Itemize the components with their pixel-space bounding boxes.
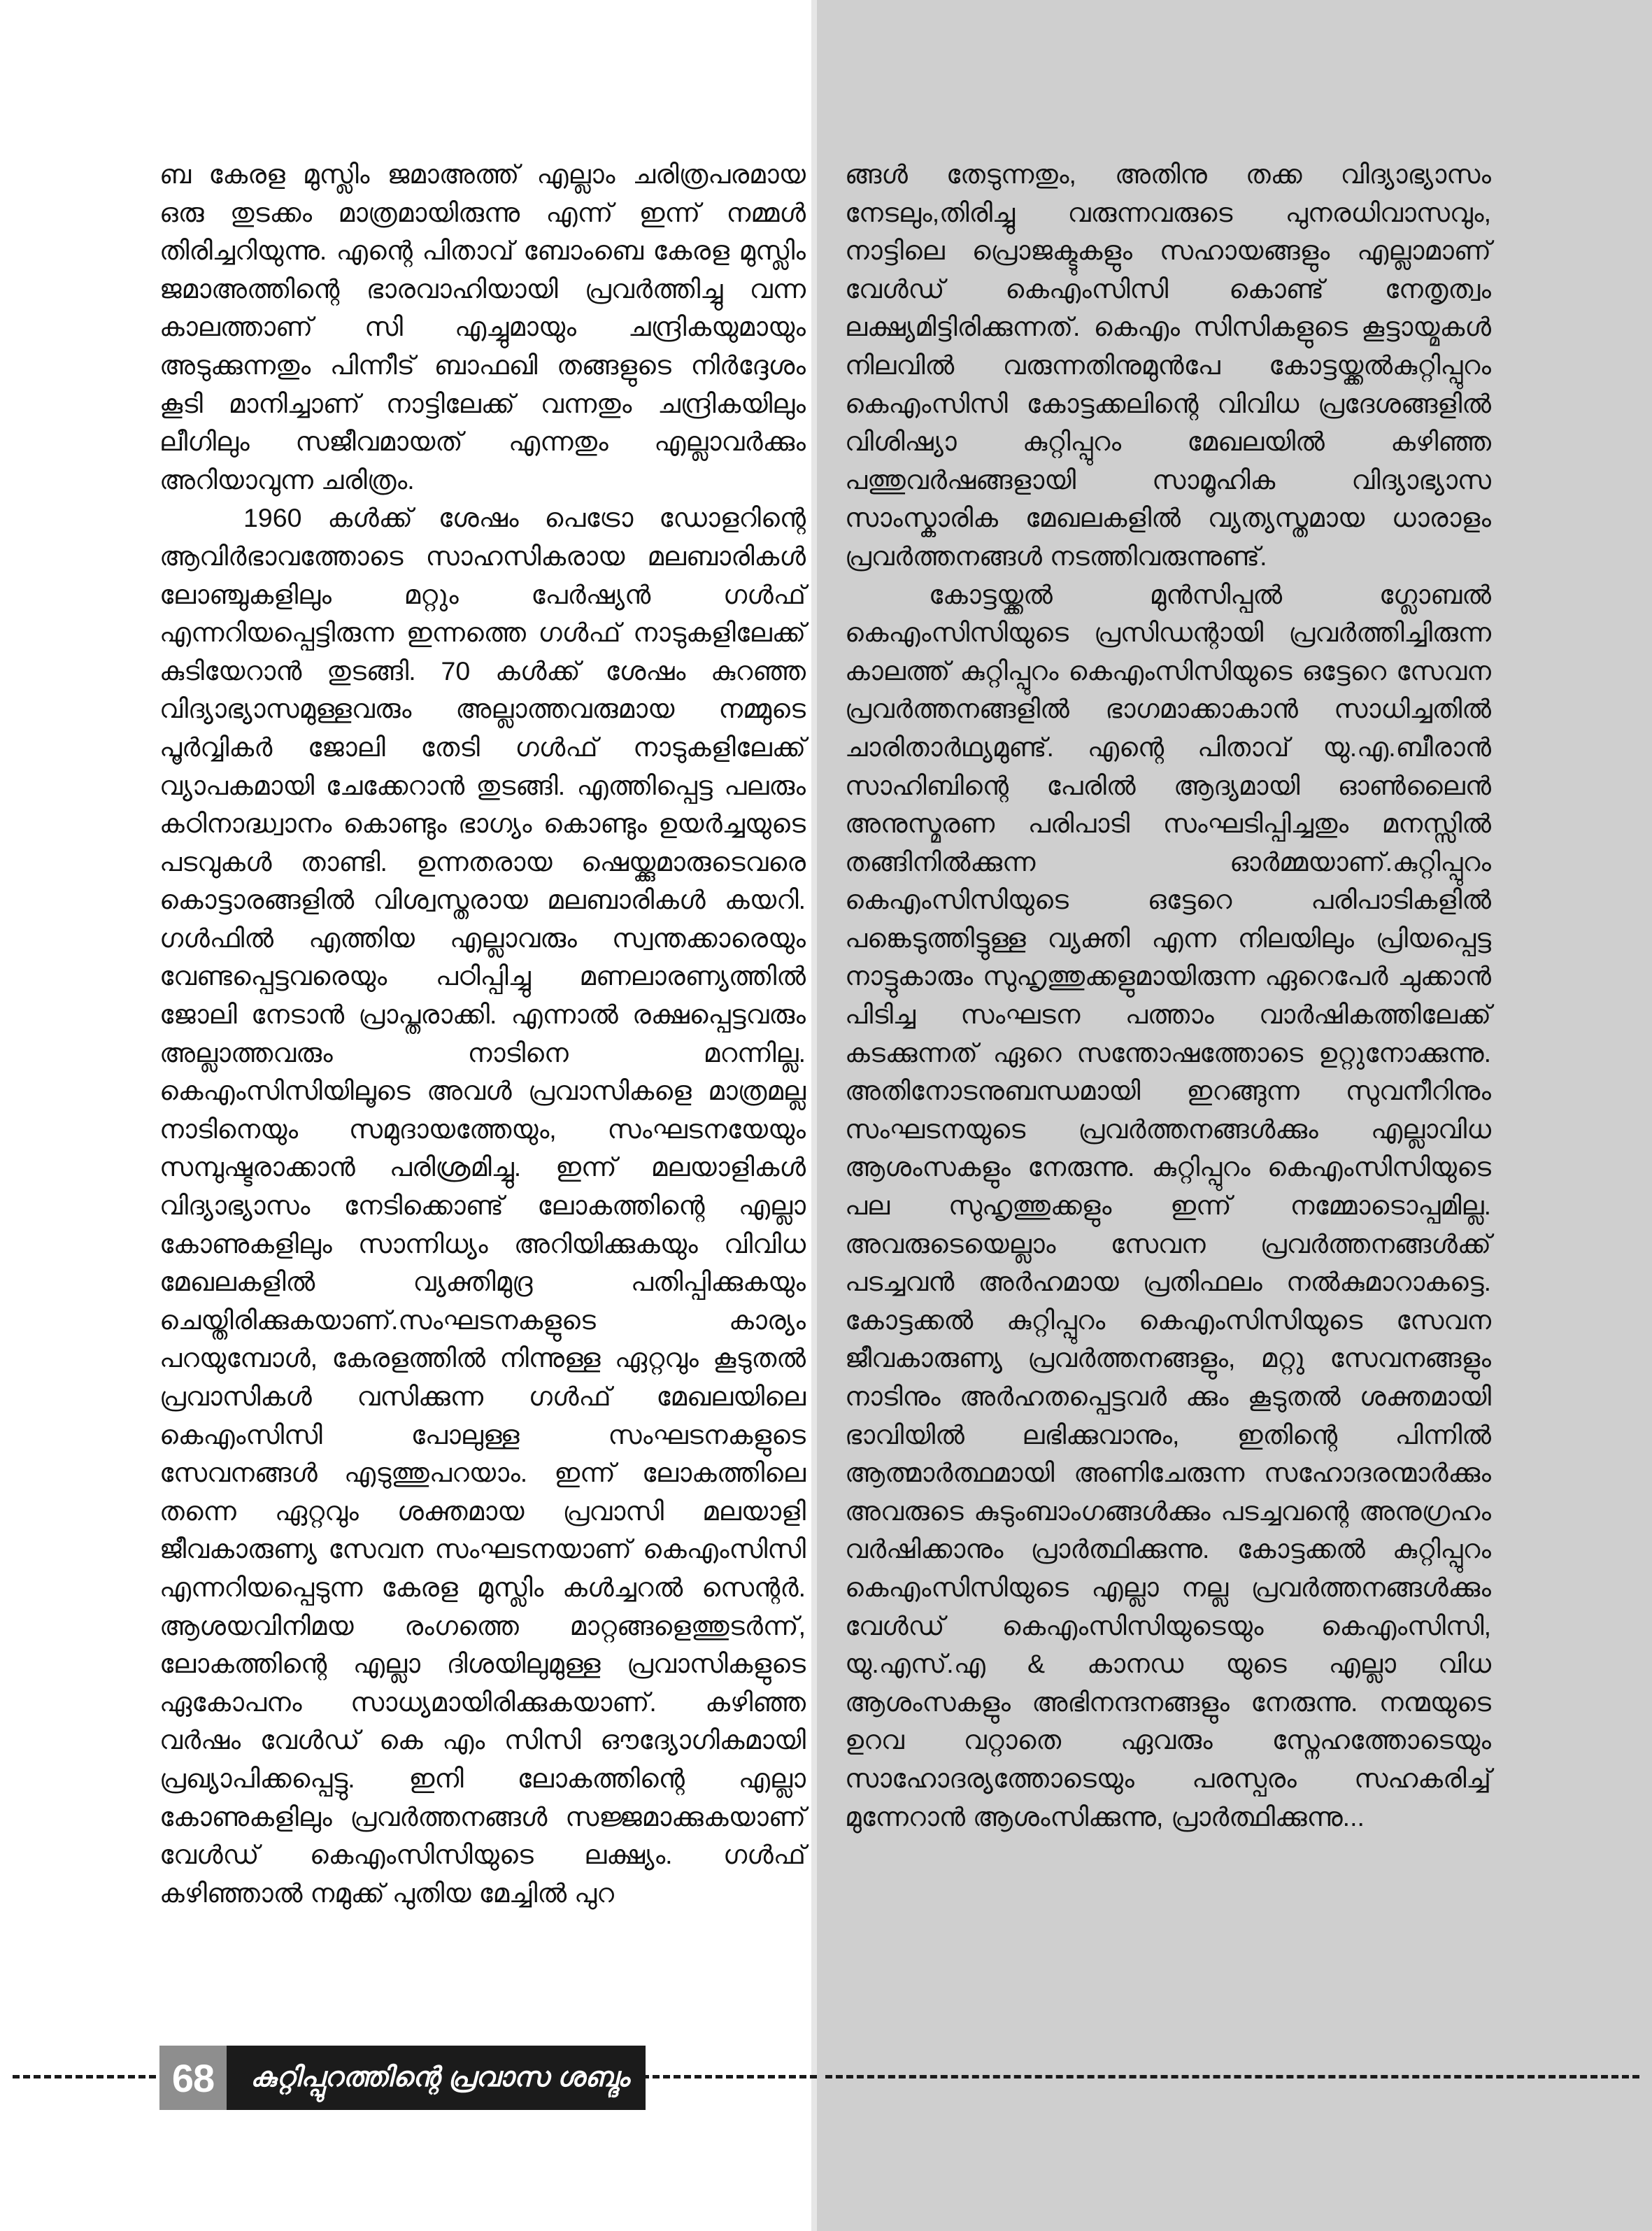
page-footer-bar xyxy=(159,2046,646,2110)
text-column-left xyxy=(159,155,806,1912)
page-number: 68 xyxy=(159,2046,227,2110)
paragraph: ങ്ങൾ തേടുന്നതും, അതിനു തക്ക വിദ്യാഭ്യാസം നേടലും,തിരിച്ചു വരുന്നവരുടെ പുനരധിവാസവും, നാട്ടിലെ പ്രൊജക്ടുകളും സഹായങ്ങളും എല്ലാമാണ് വേൾഡ് കെഎംസിസി കൊണ്ട് നേതൃത്വം ലക്ഷ്യമിട്ടിരിക്കുന്നത്. കെഎം സിസികളുടെ കൂട്ടായ്മകൾ നിലവിൽ വരുന്നതിനുമുൻപേ കോട്ടയ്ക്കൽകുറ്റിപ്പുറം കെഎംസിസി കോട്ടക്കലിന്റെ വിവിധ പ്രദേശങ്ങളിൽ വിശിഷ്യാ കുറ്റിപ്പുറം മേഖലയിൽ കഴിഞ്ഞ പത്തുവർഷങ്ങളായി സാമൂഹിക വിദ്യാഭ്യാസ സാംസ്കാരിക മേഖലകളിൽ വ്യത്യസ്തമായ ധാരാളം പ്രവർത്തനങ്ങൾ നടത്തിവരുന്നുണ്ട്. xyxy=(845,160,1491,571)
running-title: കുറ്റിപ്പുറത്തിന്റെ പ്രവാസ ശബ്ദം xyxy=(250,2062,629,2092)
paragraph: ബ കേരള മുസ്ലിം ജമാഅത്ത് എല്ലാം ചരിത്രപരമായ ഒരു തുടക്കം മാത്രമായിരുന്നു എന്ന് ഇന്ന് നമ്മൾ തിരിച്ചറിയുന്നു. എന്റെ പിതാവ് ബോംബെ കേരള മുസ്ലിം ജമാഅത്തിന്റെ ഭാരവാഹിയായി പ്രവർത്തിച്ചു വന്ന കാലത്താണ് സി എച്ചുമായും ചന്ദ്രികയുമായും അടുക്കുന്നതും പിന്നീട് ബാഫഖി തങ്ങളുടെ നിർദ്ദേശം കൂടി മാനിച്ചാണ് നാട്ടിലേക്ക് വന്നതും ചന്ദ്രികയിലും ലീഗിലും സജീവമായത് എന്നതും എല്ലാവർക്കും അറിയാവുന്ന ചരിത്രം. xyxy=(159,160,806,495)
paragraph: കോട്ടയ്ക്കൽ മുൻസിപ്പൽ ഗ്ലോബൽ കെഎംസിസിയുടെ പ്രസിഡന്റായി പ്രവർത്തിച്ചിരുന്ന കാലത്ത് കുറ്റിപ്പുറം കെഎംസിസിയുടെ ഒട്ടേറെ സേവന പ്രവർത്തനങ്ങളിൽ ഭാഗമാക്കാകാൻ സാധിച്ചതിൽ ചാരിതാർഥ്യമുണ്ട്. എന്റെ പിതാവ് യു.എ.ബീരാൻ സാഹിബിന്റെ പേരിൽ ആദ്യമായി ഓൺലൈൻ അനുസ്മരണ പരിപാടി സംഘടിപ്പിച്ചതും മനസ്സിൽ തങ്ങിനിൽക്കുന്ന ഓർമ്മയാണ്.കുറ്റിപ്പുറം കെഎംസിസിയുടെ ഒട്ടേറെ പരിപാടികളിൽ പങ്കെടുത്തിട്ടുള്ള വ്യക്തി എന്ന നിലയിലും പ്രിയപ്പെട്ട നാട്ടുകാരും സുഹൃത്തുക്കളുമായിരുന്ന ഏറെപേർ ചുക്കാൻ പിടിച്ച സംഘടന പത്താം വാർഷികത്തിലേക്ക് കടക്കുന്നത് ഏറെ സന്തോഷത്തോടെ ഉറ്റുനോക്കുന്നു. അതിനോടനുബന്ധമായി ഇറങ്ങുന്ന സുവനീറിനും സംഘടനയുടെ പ്രവർത്തനങ്ങൾക്കും എല്ലാവിധ ആശംസകളും നേരുന്നു. കുറ്റിപ്പുറം കെഎംസിസിയുടെ പല സുഹൃത്തുക്കളും ഇന്ന് നമ്മോടൊപ്പമില്ല. അവരുടെയെല്ലാം സേവന പ്രവർത്തനങ്ങൾക്ക് പടച്ചവൻ അർഹമായ പ്രതിഫലം നൽകുമാറാകട്ടെ. കോട്ടക്കൽ കുറ്റിപ്പുറം കെഎംസിസിയുടെ സേവന ജീവകാരുണ്യ പ്രവർത്തനങ്ങളും, മറ്റു സേവനങ്ങളും നാടിനും അർഹതപ്പെട്ടവർ ക്കും കൂടുതൽ ശക്തമായി ഭാവിയിൽ ലഭിക്കുവാനും, ഇതിന്റെ പിന്നിൽ ആത്മാർത്ഥമായി അണിചേരുന്ന സഹോദരന്മാർക്കും അവരുടെ കുടുംബാംഗങ്ങൾക്കും പടച്ചവന്റെ അനുഗ്രഹം വർഷിക്കാനും പ്രാർത്ഥിക്കുന്നു. കോട്ടക്കൽ കുറ്റിപ്പുറം കെഎംസിസിയുടെ എല്ലാ നല്ല പ്രവർത്തനങ്ങൾക്കും വേൾഡ് കെഎംസിസിയുടെയും കെഎംസിസി, യു.എസ്.എ & കാനഡ യുടെ എല്ലാ വിധ ആശംസകളും അഭിനന്ദനങ്ങളും നേരുന്നു. നന്മയുടെ ഉറവ വറ്റാതെ ഏവരും സ്നേഹത്തോടെയും സാഹോദര്യത്തോടെയും പരസ്പരം സഹകരിച്ച് മുന്നേറാൻ ആശംസിക്കുന്നു, പ്രാർത്ഥിക്കുന്നു... xyxy=(845,579,1491,1832)
crop-mark-right xyxy=(825,2075,1639,2078)
text-column-right xyxy=(845,155,1491,1836)
paragraph: 1960 കൾക്ക് ശേഷം പെട്രോ ഡോളറിന്റെ ആവിർഭാവത്തോടെ സാഹസികരായ മലബാരികൾ ലോഞ്ചുകളിലും മറ്റും പേർഷ്യൻ ഗൾഫ് എന്നറിയപ്പെട്ടിരുന്ന ഇന്നത്തെ ഗൾഫ് നാടുകളിലേക്ക് കുടിയേറാൻ തുടങ്ങി. 70 കൾക്ക് ശേഷം കുറഞ്ഞ വിദ്യാഭ്യാസമുള്ളവരും അല്ലാത്തവരുമായ നമ്മുടെ പൂർവ്വികർ ജോലി തേടി ഗൾഫ് നാടുകളിലേക്ക് വ്യാപകമായി ചേക്കേറാൻ തുടങ്ങി. എത്തിപ്പെട്ട പലരും കഠിനാദ്ധ്വാനം കൊണ്ടും ഭാഗ്യം കൊണ്ടും ഉയർച്ചയുടെ പടവുകൾ താണ്ടി. ഉന്നതരായ ഷെയ്ക്കുമാരുടെവരെ കൊട്ടാരങ്ങളിൽ വിശ്വസ്തരായ മലബാരികൾ കയറി. ഗൾഫിൽ എത്തിയ എല്ലാവരും സ്വന്തക്കാരെയും വേണ്ടപ്പെട്ടവരെയും പഠിപ്പിച്ചു മണലാരണ്യത്തിൽ ജോലി നേടാൻ പ്രാപ്തരാക്കി. എന്നാൽ രക്ഷപ്പെട്ടവരും അല്ലാത്തവരും നാടിനെ മറന്നില്ല. കെഎംസിസിയിലൂടെ അവൾ പ്രവാസികളെ മാത്രമല്ല നാടിനെയും സമുദായത്തേയും, സംഘടനയേയും സമ്പുഷ്ടരാക്കാൻ പരിശ്രമിച്ചു. ഇന്ന് മലയാളികൾ വിദ്യാഭ്യാസം നേടിക്കൊണ്ട് ലോകത്തിന്റെ എല്ലാ കോണുകളിലും സാന്നിധ്യം അറിയിക്കുകയും വിവിധ മേഖലകളിൽ വ്യക്തിമുദ്ര പതിപ്പിക്കുകയും ചെയ്തിരിക്കുകയാണ്.സംഘടനകളുടെ കാര്യം പറയുമ്പോൾ, കേരളത്തിൽ നിന്നുള്ള ഏറ്റവും കൂടുതൽ പ്രവാസികൾ വസിക്കുന്ന ഗൾഫ് മേഖലയിലെ കെഎംസിസി പോലുള്ള സംഘടനകളുടെ സേവനങ്ങൾ എടുത്തുപറയാം. ഇന്ന് ലോകത്തിലെ തന്നെ ഏറ്റവും ശക്തമായ പ്രവാസി മലയാളി ജീവകാരുണ്യ സേവന സംഘടനയാണ് കെഎംസിസി എന്നറിയപ്പെടുന്ന കേരള മുസ്ലിം കൾച്ചറൽ സെന്റർ. ആശയവിനിമയ രംഗത്തെ മാറ്റങ്ങളെത്തുടർന്ന്, ലോകത്തിന്റെ എല്ലാ ദിശയിലുമുള്ള പ്രവാസികളുടെ ഏകോപനം സാധ്യമായിരിക്കുകയാണ്. കഴിഞ്ഞ വർഷം വേൾഡ് കെ എം സിസി ഔദ്യോഗികമായി പ്രഖ്യാപിക്കപ്പെട്ടു. ഇനി ലോകത്തിന്റെ എല്ലാ കോണുകളിലും പ്രവർത്തനങ്ങൾ സജ്ജമാക്കുകയാണ് വേൾഡ് കെഎംസിസിയുടെ ലക്ഷ്യം. ഗൾഫ് കഴിഞ്ഞാൽ നമുക്ക് പുതിയ മേച്ചിൽ പുറ xyxy=(159,503,806,1908)
